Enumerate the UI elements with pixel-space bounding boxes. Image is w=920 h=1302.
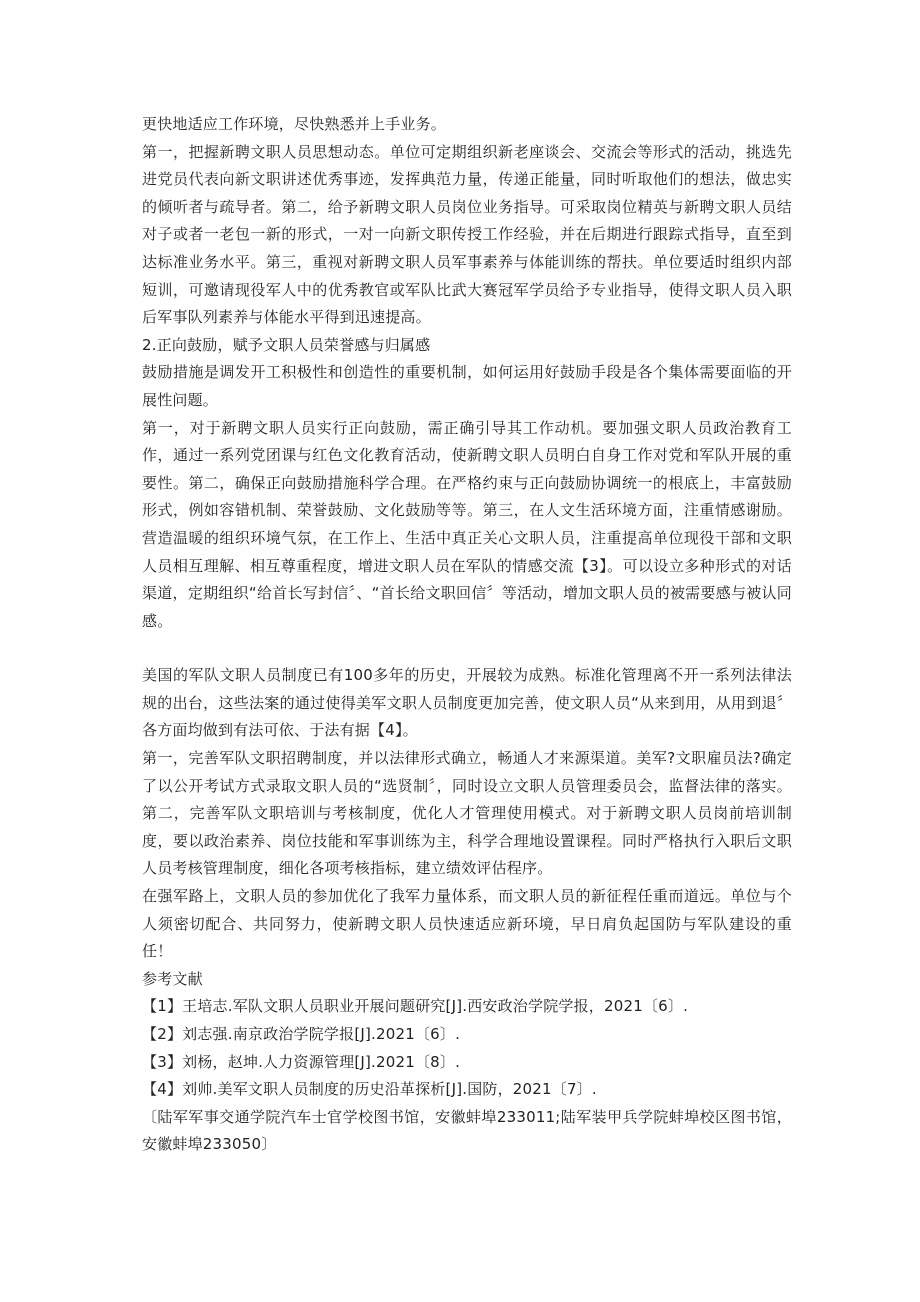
body-paragraph: 第一，完善军队文职招聘制度，并以法律形式确立，畅通人才来源渠道。美军?文职雇员法?确定了以公开考试方式录取文职人员的“选贤制〞，同时设立文职人员管理委员会，监督法律的落实。第二，完善军队文职培训与考核制度，优化人才管理使用模式。对于新聘文职人员岗前培训制度，要以政治素养、岗位技能和军事训练为主，科学合理地设置课程。同时严格执行入职后文职人员考核管理制度，细化各项考核指标，建立绩效评估程序。 bbox=[142, 749, 792, 878]
body-paragraph: 在强军路上，文职人员的参加优化了我军力量体系，而文职人员的新征程任重而道远。单位与个人须密切配合、共同努力，使新聘文职人员快速适应新环境，早日肩负起国防与军队建设的重任！ bbox=[142, 887, 792, 961]
references-heading: 参考文献 bbox=[142, 969, 203, 988]
body-paragraph: 美国的军队文职人员制度已有100多年的历史，开展较为成熟。标准化管理离不开一系列法律法规的出台，这些法案的通过使得美军文职人员制度更加完善，使文职人员“从来到用，从用到退〞各方面均做到有法可依、于法有据【4】。 bbox=[142, 666, 792, 740]
document-page bbox=[142, 111, 792, 1159]
section-heading: 2.正向鼓励，赋予文职人员荣誉感与归属感 bbox=[142, 335, 431, 354]
body-paragraph: 鼓励措施是调发开工积极性和创造性的重要机制，如何运用好鼓励手段是各个集体需要面临的开展性问题。 bbox=[142, 363, 792, 409]
reference-item: 【3】刘杨，赵坤.人力资源管理[J].2021〔8〕. bbox=[142, 1052, 461, 1071]
author-affiliation: 〔陆军军事交通学院汽车士官学校图书馆，安徽蚌埠233011;陆军装甲兵学院蚌埠校区图书馆，安徽蚌埠233050〕 bbox=[142, 1107, 792, 1154]
body-paragraph: 第一，把握新聘文职人员思想动态。单位可定期组织新老座谈会、交流会等形式的活动，挑选先进党员代表向新文职讲述优秀事迹，发挥典范力量，传递正能量，同时听取他们的想法，做忠实的倾听者与疏导者。第二，给予新聘文职人员岗位业务指导。可采取岗位精英与新聘文职人员结对子或者一老包一新的形式，一对一向新文职传授工作经验，并在后期进行跟踪式指导，直至到达标准业务水平。第三，重视对新聘文职人员军事素养与体能训练的帮扶。单位要适时组织内部短训，可邀请现役军人中的优秀教官或军队比武大赛冠军学员给予专业指导，使得文职人员入职后军事队列素养与体能水平得到迅速提高。 bbox=[142, 142, 792, 327]
paragraph-gap bbox=[142, 635, 792, 662]
body-paragraph: 更快地适应工作环境，尽快熟悉并上手业务。 bbox=[142, 115, 447, 133]
reference-item: 【1】王培志.军队文职人员职业开展问题研究[J].西安政治学院学报，2021〔6〕. bbox=[142, 997, 689, 1016]
reference-item: 【4】刘帅.美军文职人员制度的历史沿革探析[J].国防，2021〔7〕. bbox=[142, 1080, 597, 1099]
reference-item: 【2】刘志强.南京政治学院学报[J].2021〔6〕. bbox=[142, 1025, 461, 1043]
body-paragraph: 第一，对于新聘文职人员实行正向鼓励，需正确引导其工作动机。要加强文职人员政治教育工作，通过一系列党团课与红色文化教育活动，使新聘文职人员明白自身工作对党和军队开展的重要性。第二，确保正向鼓励措施科学合理。在严格约束与正向鼓励协调统一的根底上，丰富鼓励形式，例如容错机制、荣誉鼓励、文化鼓励等等。第三，在人文生活环境方面，注重情感谢励。营造温暖的组织环境气氛，在工作上、生活中真正关心文职人员，注重提高单位现役干部和文职人员相互理解、相互尊重程度，增进文职人员在军队的情感交流【3】。可以设立多种形式的对话渠道，定期组织“给首长写封信〞、“首长给文职回信〞等活动，增加文职人员的被需要感与被认同感。 bbox=[142, 418, 792, 630]
